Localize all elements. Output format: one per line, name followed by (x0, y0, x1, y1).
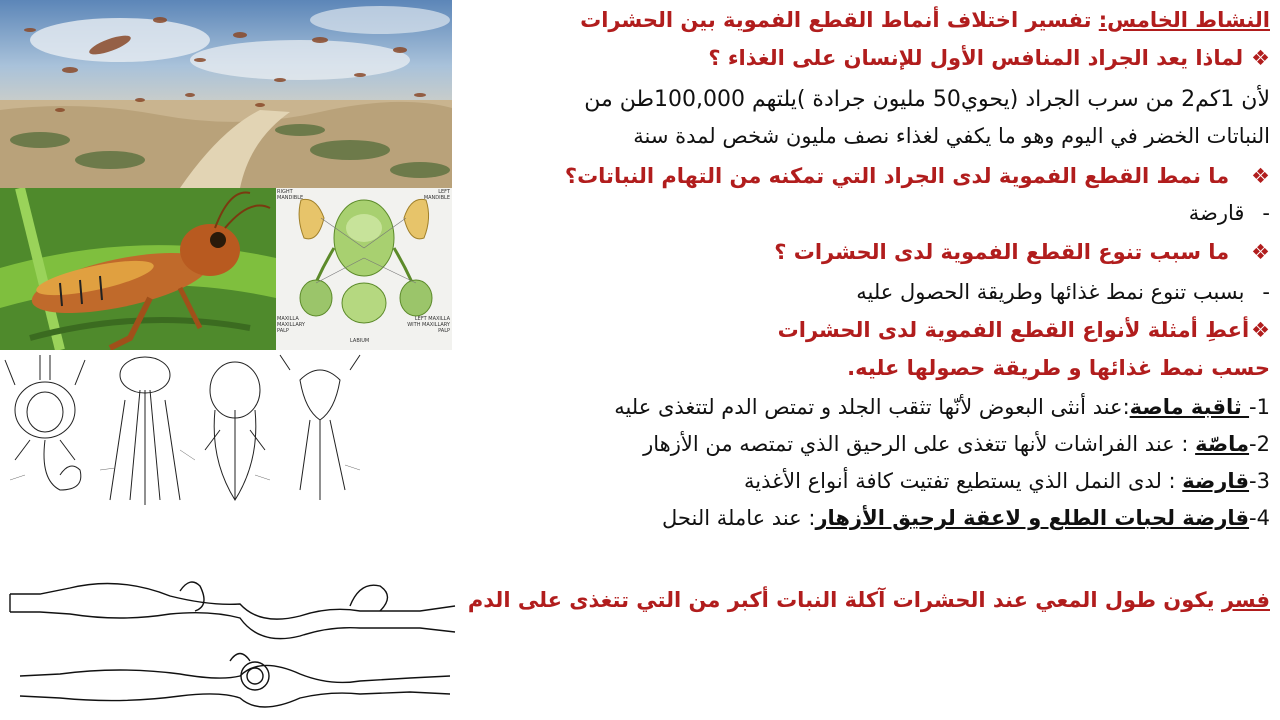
question-4-text-1: أعطِ أمثلة لأنواع القطع الفموية لدى الحشرات (777, 318, 1250, 342)
bullet-icon: ❖ (1251, 240, 1270, 264)
example-1 (614, 395, 1270, 419)
question-1 (708, 46, 1270, 70)
dash-marker: - (1262, 280, 1270, 304)
example-text: : لدى النمل الذي يستطيع تفتيت كافة أنواع الأغذية (744, 469, 1183, 493)
mouthparts-diagram (276, 188, 452, 350)
example-text: : عند الفراشات لأنها تتغذى على الرحيق الذي تمتصه من الأزهار (643, 432, 1196, 456)
example-text: :عند أنثى البعوض لأنّها تثقب الجلد و تمتص الدم لتتغذى عليه (614, 395, 1130, 419)
bullet-icon: ❖ (1251, 46, 1270, 70)
answer-1-line-2: النباتات الخضر في اليوم وهو ما يكفي لغذاء نصف مليون شخص لمدة سنة (633, 124, 1270, 148)
activity-title (580, 8, 1270, 32)
example-label: قارضة (1182, 469, 1250, 493)
question-2 (565, 164, 1270, 188)
diagram-label-labium: LABIUM (350, 338, 370, 344)
activity-title-label: النشاط الخامس: (1098, 8, 1270, 32)
insect-heads-sketch (0, 350, 452, 516)
question-4-line-2: حسب نمط غذائها و طريقة حصولها عليه. (847, 356, 1270, 380)
grasshopper-photo (0, 188, 276, 350)
example-2 (643, 432, 1270, 456)
example-label: ماصّة (1195, 432, 1250, 456)
explain-label: فسر (1221, 588, 1270, 612)
diagram-label-left-mandible: LEFT MANDIBLE (423, 189, 450, 201)
example-3 (744, 469, 1270, 493)
question-3-text: ما سبب تنوع القطع الفموية لدى الحشرات ؟ (774, 240, 1230, 264)
answer-3-text: بسبب تنوع نمط غذائها وطريقة الحصول عليه (856, 280, 1245, 304)
example-num: 2- (1249, 432, 1270, 456)
question-3 (774, 240, 1270, 264)
example-4 (662, 506, 1270, 530)
bullet-icon: ❖ (1251, 164, 1270, 188)
question-2-text: ما نمط القطع الفموية لدى الجراد التي تمكنه من التهام النباتات؟ (564, 164, 1230, 188)
answer-2-text: قارضة (1188, 201, 1245, 225)
diagram-label-left-maxilla: LEFT MAXILLA WITH MAXILLARY PALP (407, 316, 450, 334)
explain-text: يكون طول المعي عند الحشرات آكلة النبات أكبر من التي تتغذى على الدم (467, 588, 1222, 612)
answer-2 (1189, 201, 1270, 225)
answer-1-line-1: لأن 1كم2 من سرب الجراد (يحوي50 مليون جرادة )يلتهم 100,000طن من (584, 87, 1270, 112)
activity-title-rest: تفسير اختلاف أنماط القطع الفموية بين الحشرات (580, 8, 1099, 32)
diagram-label-maxilla: MAXILLA MAXILLARY PALP (277, 316, 305, 334)
bullet-icon: ❖ (1251, 318, 1270, 342)
answer-3 (856, 280, 1270, 304)
example-text: : عند عاملة النحل (662, 506, 816, 530)
example-label: قارضة لحبات الطلع و لاعقة لرحيق الأزهار (815, 506, 1250, 530)
diagram-label-right-mandible: RIGHT MANDIBLE (277, 189, 304, 201)
example-num: 4- (1249, 506, 1270, 530)
dash-marker: - (1262, 201, 1270, 225)
gut-diagram (0, 566, 466, 720)
example-num: 1- (1249, 395, 1270, 419)
explain-question (468, 588, 1270, 612)
question-4-line-1 (778, 318, 1270, 342)
question-1-text: لماذا يعد الجراد المنافس الأول للإنسان على الغذاء ؟ (708, 46, 1244, 70)
locust-swarm-photo (0, 0, 452, 188)
example-num: 3- (1249, 469, 1270, 493)
example-label: ثاقبة ماصة (1129, 395, 1250, 419)
